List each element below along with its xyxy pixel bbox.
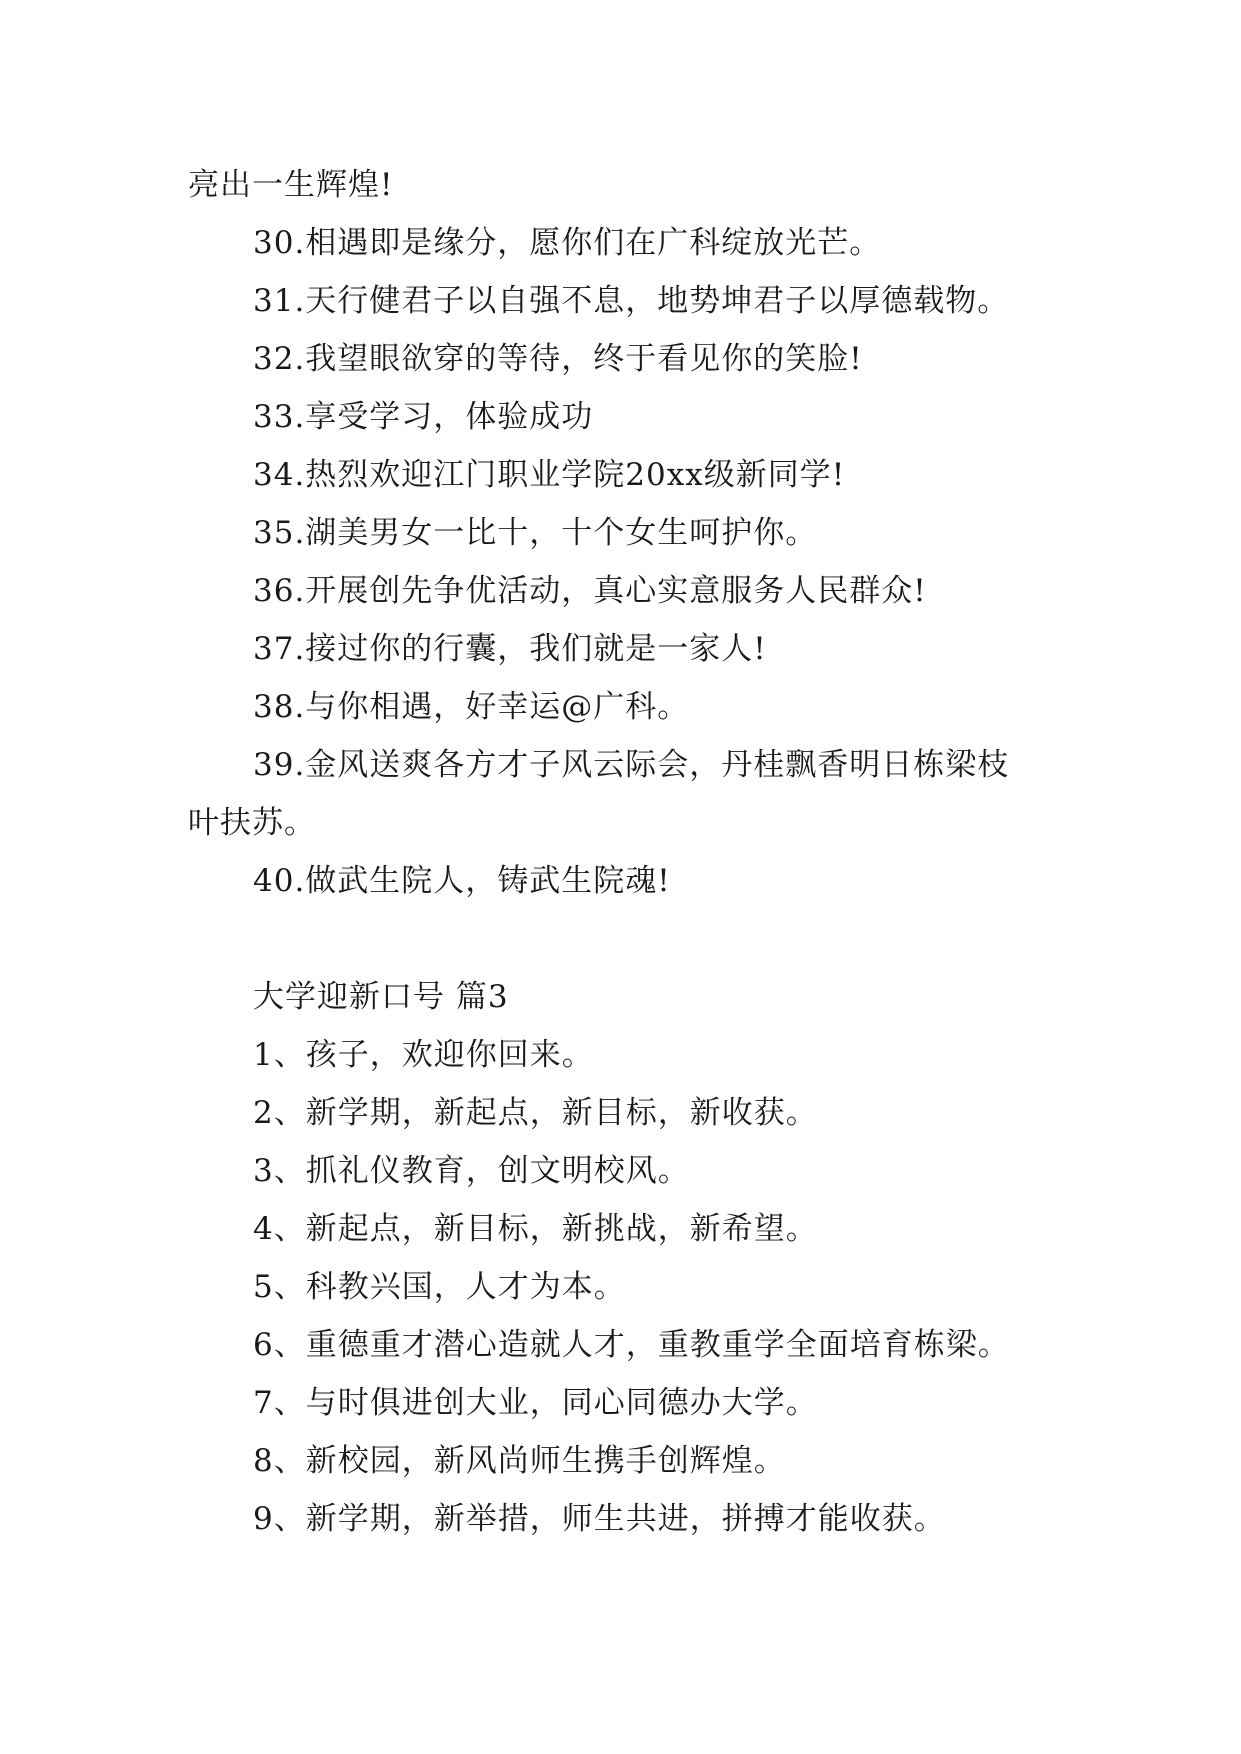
section-heading: 大学迎新口号 篇3	[253, 979, 509, 1015]
list-item: 3、抓礼仪教育，创文明校风。	[253, 1153, 690, 1189]
list-item: 39.金风送爽各方才子风云际会，丹桂飘香明日栋梁枝	[253, 747, 1010, 783]
list-item: 9、新学期，新举措，师生共进，拼搏才能收获。	[253, 1501, 946, 1537]
list-item: 4、新起点，新目标，新挑战，新希望。	[253, 1211, 818, 1247]
list-item: 5、科教兴国，人才为本。	[253, 1269, 626, 1305]
list-item: 8、新校园，新风尚师生携手创辉煌。	[253, 1443, 786, 1479]
list-item: 36.开展创先争优活动，真心实意服务人民群众!	[253, 573, 927, 609]
list-item: 33.享受学习，体验成功	[253, 399, 594, 435]
list-item: 40.做武生院人，铸武生院魂!	[253, 863, 671, 899]
list-item: 37.接过你的行囊，我们就是一家人!	[253, 631, 767, 667]
list-item-continuation: 叶扶苏。	[188, 805, 316, 841]
list-item: 38.与你相遇，好幸运@广科。	[253, 689, 690, 725]
list-item: 31.天行健君子以自强不息，地势坤君子以厚德载物。	[253, 283, 1010, 319]
list-item: 6、重德重才潜心造就人才，重教重学全面培育栋梁。	[253, 1327, 1010, 1363]
paragraph-continuation: 亮出一生辉煌!	[188, 167, 394, 203]
list-item: 32.我望眼欲穿的等待，终于看见你的笑脸!	[253, 341, 863, 377]
list-item: 34.热烈欢迎江门职业学院20xx级新同学!	[253, 457, 846, 493]
list-item: 7、与时俱进创大业，同心同德办大学。	[253, 1385, 818, 1421]
list-item: 30.相遇即是缘分，愿你们在广科绽放光芒。	[253, 225, 882, 261]
list-item: 1、孩子，欢迎你回来。	[253, 1037, 594, 1073]
list-item: 2、新学期，新起点，新目标，新收获。	[253, 1095, 818, 1131]
list-item: 35.湖美男女一比十，十个女生呵护你。	[253, 515, 818, 551]
